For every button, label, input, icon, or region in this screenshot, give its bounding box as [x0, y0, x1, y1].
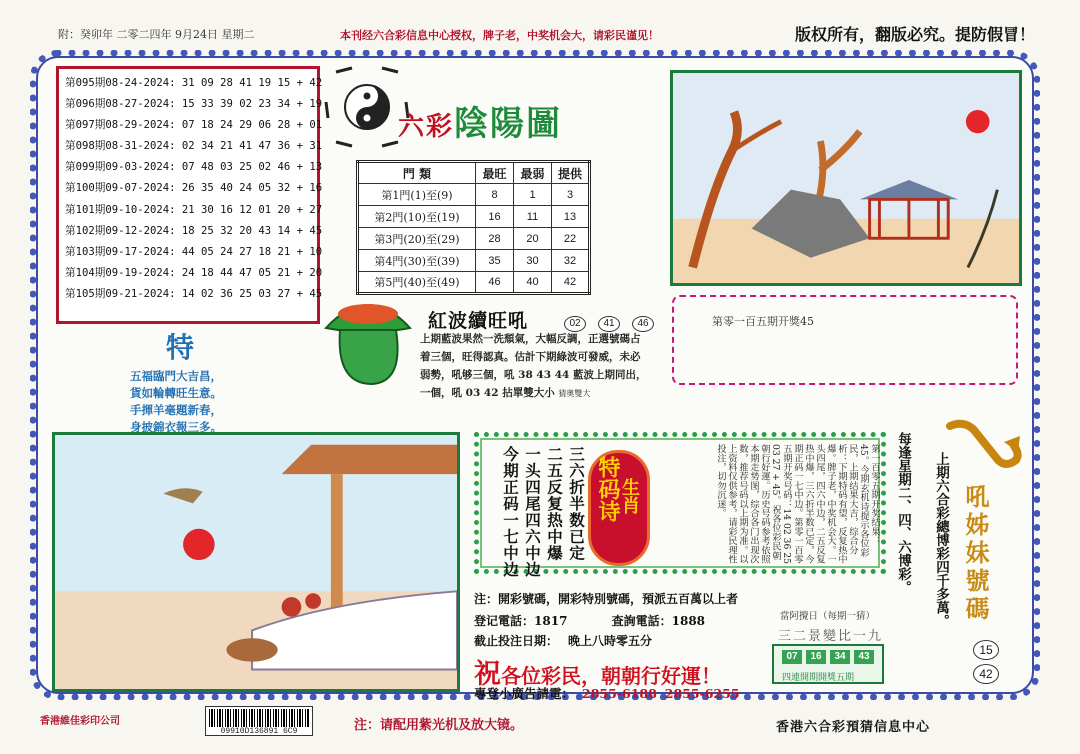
- col-header: 最旺: [476, 162, 514, 184]
- draw-sub: 三二景變比一九: [778, 629, 884, 644]
- ball: 02: [564, 316, 586, 332]
- col-header: 門 類: [358, 162, 476, 184]
- blessing-big: 祝: [474, 659, 501, 690]
- col-header: 最弱: [514, 162, 552, 184]
- ball: 15: [973, 640, 999, 660]
- history-row: 第099期09-03-2024: 07 48 03 25 02 46 + 13: [65, 161, 323, 174]
- cell: 46: [476, 272, 514, 294]
- barcode-lines: [209, 709, 309, 727]
- footer-tip: 注：请配用紫光机及放大镜。: [354, 718, 524, 733]
- wave-line-a: 一個，吼 03 42: [420, 387, 503, 399]
- table-row: [358, 184, 590, 206]
- cell: 20: [514, 228, 552, 250]
- poem-line: 五福臨門大吉昌，: [130, 369, 222, 383]
- poem-line: 身披錦衣報三多。: [130, 420, 222, 434]
- cell: 32: [552, 250, 590, 272]
- draw-ball: 34: [830, 650, 850, 664]
- phone-line: [474, 612, 705, 629]
- table-row: [358, 228, 590, 250]
- seal-text: 特码诗: [595, 456, 621, 522]
- cell: 第1門(1)至(9): [358, 184, 476, 206]
- cell: 35: [476, 250, 514, 272]
- history-row: 第103期09-17-2024: 44 05 24 27 18 21 + 10: [65, 245, 323, 258]
- history-row: 第095期08-24-2024: 31 09 28 41 19 15 + 42: [65, 77, 323, 89]
- ball: 46: [632, 316, 654, 332]
- draw-ball: 16: [806, 650, 826, 664]
- special-mark: 特: [166, 331, 195, 364]
- wave-line-c: 猜奥雙大: [558, 389, 591, 398]
- table-header: [358, 162, 590, 184]
- cell: 第4門(30)至(39): [358, 250, 476, 272]
- ad-phone: 2855-6255: [664, 686, 740, 701]
- history-row: 第102期09-12-2024: 18 25 32 20 43 14 + 45: [65, 224, 323, 237]
- deadline-label: 截止投注日期：: [474, 634, 559, 648]
- wave-line: 上期藍波果然一洗頹氣，大幅反調，正選號碼占: [420, 333, 641, 345]
- landscape-picture: [670, 70, 1022, 286]
- draw-ball: 43: [854, 650, 874, 664]
- query-value: 1888: [671, 614, 706, 628]
- poem-col: 今期正码一七中边: [501, 446, 520, 578]
- authorization-line: 本刊经六合彩信息中心授权，牌子老，中奖机会大，请彩民谨见！: [340, 29, 659, 42]
- cell: 8: [476, 184, 514, 206]
- garden-picture: [52, 432, 460, 692]
- cell: 第2門(10)至(19): [358, 206, 476, 228]
- wave-title: 紅波續旺吼: [428, 310, 529, 332]
- reg-label: 登记電話：: [474, 614, 535, 628]
- door-table: [356, 160, 591, 295]
- col-header: 提供: [552, 162, 590, 184]
- weekly-note: 每逢星期二、四、六博彩。: [895, 432, 911, 594]
- poem-line: 貨如輪轉旺生意。: [130, 386, 222, 400]
- draw-foot: 四連開期開獎五期: [782, 673, 855, 683]
- special-poem: [130, 368, 254, 436]
- history-row: 第104期09-19-2024: 24 18 44 47 05 21 + 20: [65, 266, 323, 279]
- date-line: 附：癸卯年 二零二四年 9月24日 星期二: [58, 28, 255, 41]
- last-total: 上期六合彩總博彩四千多萬。: [933, 452, 949, 628]
- ball: 42: [973, 664, 999, 684]
- cell: 1: [514, 184, 552, 206]
- zodiac-article: 第一百零五期开奖结果：45。今期玄机诗提示各位彩民，上期结果大吉，综合分析：下期特码有望，反复热中爆。牌子老，中奖机会大。一头四尾，四六中边，二五反复热中爆，三六折半数已定，今期正码一七中边。第零一百零五期开奖号码：14 02 36 25 03 27 + 45。祝各位彩民朝朝行好運。历史号码参考依照本期走势图，综合各门出现次数，推荐号码以上期为准。以上资料仅供参考，请彩民理性投注，切勿沉迷。: [715, 444, 880, 564]
- history-row: 第105期09-21-2024: 14 02 36 25 03 27 + 45: [65, 287, 323, 300]
- table-row: [358, 206, 590, 228]
- sisters-title: 吼姊妹號碼: [961, 484, 990, 624]
- wave-text: [420, 330, 666, 403]
- draw-ball: 07: [782, 650, 802, 664]
- mushroom-icon: [320, 288, 416, 388]
- cell: 30: [514, 250, 552, 272]
- logo-title: [398, 96, 562, 145]
- ad-phone: 2855-6188: [582, 686, 657, 701]
- ad-line: [474, 684, 740, 702]
- cell: 42: [552, 272, 590, 294]
- saxophone-icon: [944, 416, 1024, 476]
- history-row: 第096期08-27-2024: 15 33 39 02 23 34 + 19: [65, 98, 323, 111]
- cell: 28: [476, 228, 514, 250]
- cell: 16: [476, 206, 514, 228]
- wave-line: [420, 384, 666, 403]
- seal-text: 生肖: [619, 478, 640, 514]
- draw-label: 當阿攪日（每期一猜）: [780, 611, 876, 622]
- wave-line-b: 拈單雙大小: [502, 387, 555, 399]
- ball: 41: [598, 316, 620, 332]
- history-row: 第098期08-31-2024: 02 34 21 41 47 36 + 31: [65, 140, 323, 153]
- blessing-text: 各位彩民，朝朝行好運！: [501, 664, 721, 688]
- table-row: [358, 250, 590, 272]
- logo-main: 陰陽圖: [454, 104, 563, 144]
- cell: 第5門(40)至(49): [358, 272, 476, 294]
- logo-prefix: 六彩: [398, 112, 455, 142]
- wave-line: 弱勢，吼够三個，吼 38 43 44 藍波上期同出，: [420, 369, 647, 381]
- notice-text: 第零一百五期开獎45: [712, 315, 814, 328]
- cell: 40: [514, 272, 552, 294]
- deadline-line: [474, 632, 652, 649]
- poem-col: 二五反复热中爆: [545, 446, 564, 562]
- ad-label: 專登小廣告請電：: [474, 686, 575, 701]
- cell: 3: [552, 184, 590, 206]
- footer-center: 香港六合彩預猜信息中心: [776, 720, 931, 735]
- cell: 13: [552, 206, 590, 228]
- query-label: 查詢電話：: [611, 614, 672, 628]
- cell: 第3門(20)至(29): [358, 228, 476, 250]
- copyright-line: 版权所有，翻版必究。提防假冒！: [795, 25, 1036, 44]
- poem-col: 三六折半数已定: [567, 446, 586, 562]
- deadline-value: 晚上八時零五分: [568, 634, 653, 648]
- barcode: [205, 706, 313, 736]
- poem-col: 一头四尾四六中边: [523, 446, 542, 578]
- history-row: 第100期09-07-2024: 26 35 40 24 05 32 + 16: [65, 182, 323, 195]
- history-row: 第101期09-10-2024: 21 30 16 12 01 20 + 27: [65, 203, 323, 216]
- prize-note: 注：開彩號碼，開彩特別號碼，預派五百萬以上者: [474, 592, 739, 606]
- history-box: [56, 66, 323, 324]
- cell: 11: [514, 206, 552, 228]
- reg-value: 1817: [534, 614, 568, 628]
- barcode-number: 09910D136891 6C9: [220, 727, 298, 736]
- notice-box: [672, 295, 1018, 385]
- printer-name: 香港維佳彩印公司: [40, 716, 120, 727]
- cell: 22: [552, 228, 590, 250]
- history-row: 第097期08-29-2024: 07 18 24 29 06 28 + 01: [65, 119, 323, 132]
- wave-line: 着三個，旺得認真。估計下期綠波可發威，未必: [420, 351, 641, 363]
- poem-line: 手揮羊毫題新春，: [130, 403, 222, 417]
